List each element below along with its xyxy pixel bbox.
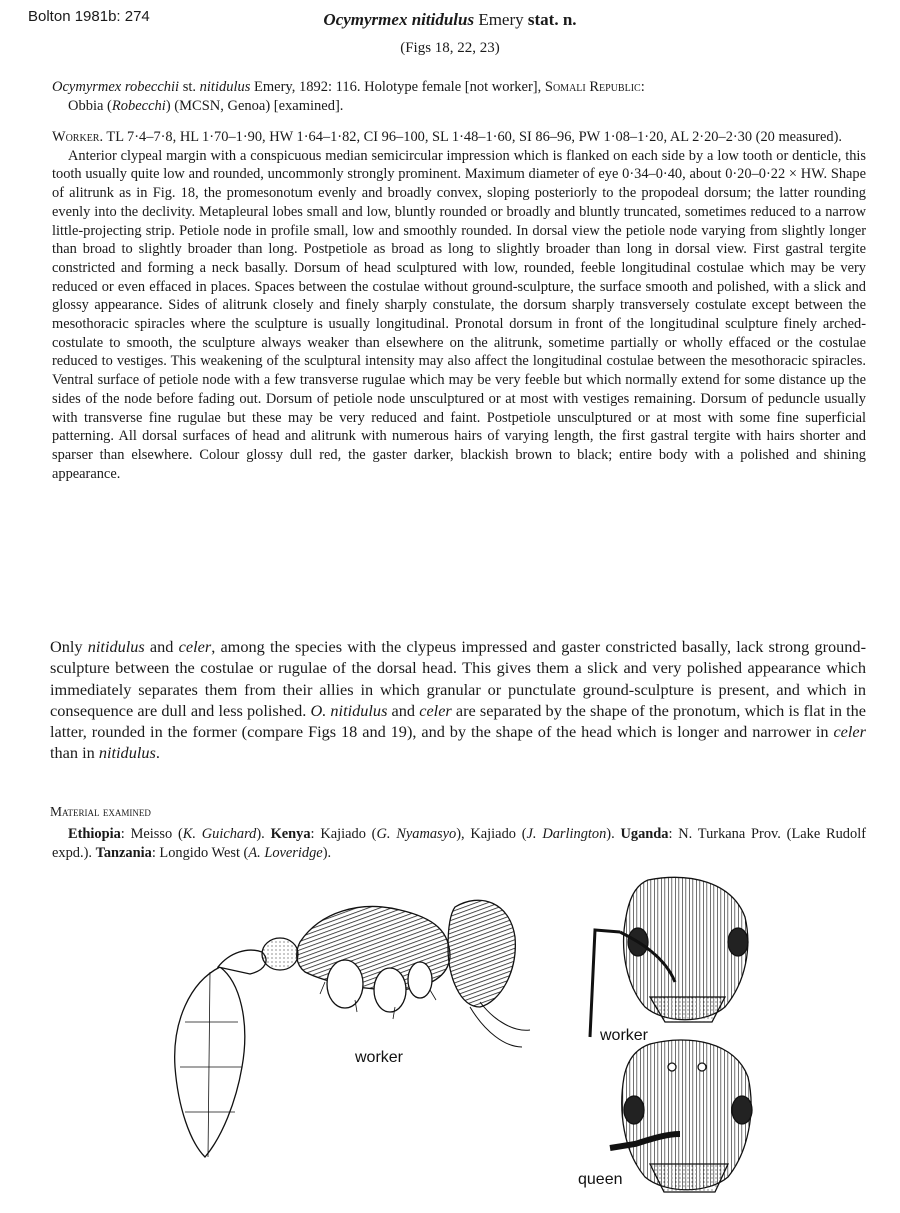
collector-name: J. Darlington bbox=[526, 826, 607, 842]
country-name: Uganda bbox=[620, 826, 669, 842]
worker-description bbox=[52, 128, 866, 483]
text: ). bbox=[256, 826, 271, 842]
text: are separated by the shape of the pronotum, which is flat in the latter, rounded in the former (compare Figs 18 and 19), and by the shape of the head which is longer and narrower in bbox=[50, 700, 866, 742]
synonymy-paragraph bbox=[52, 78, 866, 116]
text: and bbox=[387, 700, 420, 720]
text: ). bbox=[322, 845, 332, 861]
taxon-name: O. nitidulus bbox=[310, 700, 388, 720]
taxon-name: celer bbox=[178, 637, 212, 656]
text: : Kajiado ( bbox=[310, 826, 377, 842]
country-name: Tanzania bbox=[95, 845, 152, 861]
measurements: TL 7·4–7·8, HL 1·70–1·90, HW 1·64–1·82, CI 96–100, SL 1·48–1·60, SI 86–96, PW 1·08–1·20, AL 2·20–2·30 (20 measured). bbox=[103, 129, 842, 145]
text: ). bbox=[606, 826, 621, 842]
text: and bbox=[144, 637, 179, 656]
text: than in bbox=[50, 743, 99, 763]
material-list bbox=[52, 825, 866, 863]
type-country: Somali Republic bbox=[544, 79, 641, 95]
worker-head-drawing bbox=[590, 877, 748, 1037]
taxon-name: celer bbox=[833, 722, 866, 742]
measurements-paragraph bbox=[52, 128, 866, 147]
figure-reference: (Figs 18, 22, 23) bbox=[400, 40, 500, 56]
taxon-name: nitidulus bbox=[87, 637, 145, 656]
text: . bbox=[155, 743, 160, 763]
species-title bbox=[0, 10, 900, 30]
worker-profile-label: worker bbox=[355, 1049, 404, 1066]
country-name: Ethiopia bbox=[68, 826, 121, 842]
synonymy-continuation bbox=[52, 97, 866, 116]
text: ), Kajiado ( bbox=[456, 826, 527, 842]
synonym-name: Ocymyrmex robecchii bbox=[52, 79, 180, 95]
text: ) (MCSN, Genoa) [examined]. bbox=[165, 98, 344, 114]
ant-illustrations bbox=[150, 872, 790, 1207]
text: st. bbox=[179, 79, 200, 95]
description-body: Anterior clypeal margin with a conspicuous median semicircular impression which is flanked on each side by a low tooth or denticle, this tooth usually quite low and rounded, uncommonly strongly prominent. Maximum diameter of eye 0·34–0·40, about 0·20–0·22 × HW. Shape of alitrunk as in Fig. 18, the promesonotum evenly and broadly convex, sloping posteriorly to the propodeal dorsum; the latter rounding evenly into the declivity. Metapleural lobes small and low, bluntly rounded or broadly and bluntly truncated, sometimes reduced to a narrow little-projecting strip. Petiole node in profile small, low and smoothly rounded. In dorsal view the petiole node varying from slightly longer than broad to slightly broader than long. Postpetiole as broad as long to slightly broader than long in dorsal view. First gastral tergite constricted and forming a neck basally. Dorsum of head sculptured with low, rounded, feeble longitudinal costulae which may be very reduced or even effaced in places. Spaces between the costulae without ground-sculpture, the surface smooth and polished, with a slick and glossy appearance. Sides of alitrunk closely and finely sharply constulate, the dorsum sharply transversely costulate except between the mesothoracic spiracles where the sculpture is usually longitudinal. Pronotal dorsum in front of the longitudinal sculpture finely arched-costulate to smooth, the sculpture always weaker than elsewhere on the alitrunk, sometime partially or wholly effaced or the costulae reduced to vestiges. This weakening of the sculptural intensity may also affect the longitudinal costulae between the mesothoracic spiracles. Ventral surface of petiole node with a few transverse rugulae which may be very feeble but which normally extend for some distance up the sides of the node before fading out. Dorsum of petiole node unsculptured or at most with vestiges remaining. Dorsum of peduncle usually with transverse fine rugulae but these may be very reduced and faint. Postpetiole unsculptured or at most with some fine superficial patterning. All dorsal surfaces of head and alitrunk with numerous hairs of varying length, the first gastral tergite with hairs shorter and sparser than elsewhere. Colour glossy dull red, the gaster darker, blackish brown to black; entire body with a polished and shining appearance. bbox=[52, 147, 866, 482]
text: : N. Turkana Prov. (Lake Rudolf expd.). bbox=[52, 826, 866, 861]
text: , among the species with the clypeus impressed and gaster constricted basally, lack strong ground-sculpture between the costulae or rugulae of the dorsal head. This gives them a slick and very polished appearance which immediately separates them from their allies in which granular or punctulate ground-sculpture is present, and which in consequence are dull and less polished. bbox=[50, 637, 866, 720]
worker-label: Worker. bbox=[52, 129, 104, 145]
worker-profile-drawing bbox=[175, 900, 530, 1157]
text: Emery, 1892: 116. Holotype female [not worker], bbox=[250, 79, 545, 95]
taxon-name: nitidulus bbox=[98, 743, 156, 763]
species-status: stat. n. bbox=[527, 10, 577, 29]
species-author: Emery bbox=[478, 10, 524, 29]
collector-name: G. Nyamasyo bbox=[376, 826, 457, 842]
text: : Longido West ( bbox=[151, 845, 249, 861]
text: Only bbox=[50, 637, 88, 656]
collector-name: K. Guichard bbox=[182, 826, 257, 842]
text: : bbox=[640, 79, 645, 95]
species-name: Ocymyrmex nitidulus bbox=[323, 10, 475, 29]
synonym-subspecies: nitidulus bbox=[199, 79, 251, 95]
page-header bbox=[0, 0, 900, 70]
queen-head-drawing bbox=[610, 1040, 752, 1192]
specimen-figure bbox=[150, 872, 790, 1207]
worker-head-label: worker bbox=[600, 1027, 649, 1044]
material-heading: Material examined bbox=[50, 804, 151, 819]
text: Obbia ( bbox=[68, 98, 112, 114]
discussion-paragraph bbox=[50, 636, 866, 764]
citation-reference: Bolton 1981b: 274 bbox=[28, 8, 150, 25]
collector-name: Robecchi bbox=[111, 98, 166, 114]
country-name: Kenya bbox=[270, 826, 311, 842]
taxon-name: celer bbox=[419, 700, 452, 720]
queen-head-label: queen bbox=[578, 1171, 623, 1188]
text: : Meisso ( bbox=[120, 826, 183, 842]
collector-name: A. Loveridge bbox=[248, 845, 323, 861]
